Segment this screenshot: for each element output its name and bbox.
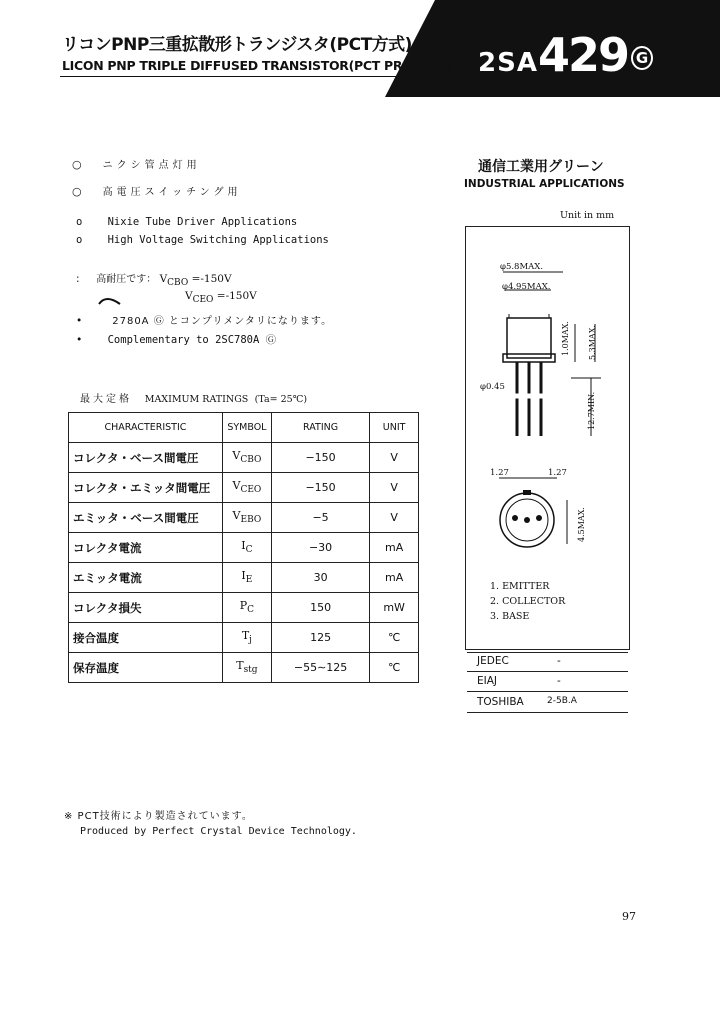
footnote-en: Produced by Perfect Crystal Device Technology.: [80, 826, 357, 837]
symbol-subscript: C: [247, 605, 255, 616]
max-ratings-table: [68, 412, 419, 683]
vceo-sub: CEO: [192, 295, 214, 306]
std-label-toshiba: TOSHIBA: [477, 696, 524, 708]
row-unit: V: [370, 443, 419, 473]
table-header-row: [69, 413, 419, 443]
row-unit: ℃: [370, 653, 419, 683]
row-rating: 150: [271, 593, 369, 623]
header-unit: UNIT: [370, 413, 419, 443]
dim-tab-offset: 4.5MAX.: [577, 507, 586, 542]
ratings-title: [80, 390, 307, 405]
right-title-en: INDUSTRIAL APPLICATIONS: [464, 178, 625, 190]
table-row: [69, 653, 419, 683]
symbol-main: V: [232, 509, 241, 523]
row-rating: −150: [271, 473, 369, 503]
row-characteristic: エミッタ・ベース間電圧: [69, 503, 223, 533]
tilde-mark-icon: [98, 294, 122, 306]
vceo-label: [185, 290, 214, 306]
title-english: LICON PNP TRIPLE DIFFUSED TRANSISTOR(PCT PROCESS): [62, 58, 452, 73]
dim-pitch-right: 1.27: [548, 468, 567, 478]
std-row-toshiba: [467, 694, 628, 713]
dim-can-diameter: φ5.8MAX.: [500, 262, 544, 272]
feature-complement-en-text: Complementary to 2SC780A Ⓖ: [107, 334, 277, 346]
symbol-main: P: [239, 599, 248, 613]
pin-3: 3. BASE: [490, 611, 530, 622]
pin-1: 1. EMITTER: [490, 581, 550, 592]
row-symbol: [222, 473, 271, 503]
symbol-subscript: stg: [243, 665, 258, 676]
symbol-subscript: EBO: [240, 515, 262, 526]
row-unit: V: [370, 473, 419, 503]
table-row: [69, 473, 419, 503]
app-jp-2-text: 高電圧スイッチング用: [102, 187, 242, 198]
table-row: [69, 593, 419, 623]
app-jp-1-text: ニクシ管点灯用: [102, 160, 201, 171]
row-characteristic: コレクタ・エミッタ間電圧: [69, 473, 223, 503]
dim-body-diameter: φ4.95MAX.: [502, 282, 551, 292]
feature-high-voltage-jp: 高耐圧です：: [96, 274, 157, 285]
row-unit: mW: [370, 593, 419, 623]
row-symbol: [222, 653, 271, 683]
std-row-jedec: [467, 652, 628, 672]
app-en-1: o Nixie Tube Driver Applications: [76, 216, 298, 228]
dim-body-height: 5.3MAX.: [588, 325, 597, 360]
unit-note: Unit in mm: [560, 210, 615, 221]
title-japanese: リコンPNP三重拡散形トランジスタ(PCT方式): [62, 35, 412, 55]
row-symbol: [222, 443, 271, 473]
vcbo-sub: CBO: [167, 278, 189, 289]
table-row: [69, 563, 419, 593]
row-rating: −30: [271, 533, 369, 563]
std-label-jedec: JEDEC: [477, 655, 509, 667]
dim-flange-height: 1.0MAX.: [561, 321, 570, 356]
symbol-subscript: CBO: [240, 455, 262, 466]
ratings-title-cond: (Ta= 25℃): [254, 394, 308, 405]
symbol-subscript: C: [245, 545, 253, 556]
symbol-subscript: j: [249, 635, 252, 646]
symbol-subscript: CEO: [240, 485, 262, 496]
row-rating: −150: [271, 443, 369, 473]
footnote-jp: ※ PCT技術により製造されています。: [64, 811, 253, 822]
app-en-2: o High Voltage Switching Applications: [76, 234, 329, 246]
std-row-eiaj: [467, 673, 628, 692]
row-characteristic: エミッタ電流: [69, 563, 223, 593]
app-en-1-text: Nixie Tube Driver Applications: [107, 216, 298, 228]
table-row: [69, 503, 419, 533]
row-unit: V: [370, 503, 419, 533]
dim-lead-diameter: φ0.45: [480, 382, 505, 392]
row-symbol: [222, 623, 271, 653]
vcbo-label: [159, 273, 189, 289]
symbol-main: V: [232, 449, 241, 463]
row-rating: −55∼125: [271, 653, 369, 683]
row-unit: ℃: [370, 623, 419, 653]
row-characteristic: コレクタ・ベース間電圧: [69, 443, 223, 473]
row-symbol: [222, 563, 271, 593]
symbol-main: T: [241, 629, 250, 643]
part-prefix: 2SA: [478, 48, 538, 78]
std-value-toshiba: 2-5B.A: [547, 696, 577, 706]
app-jp-1: ○ ニクシ管点灯用: [72, 158, 201, 171]
symbol-main: V: [232, 479, 241, 493]
row-unit: mA: [370, 533, 419, 563]
dim-pitch-left: 1.27: [490, 468, 509, 478]
symbol-subscript: E: [245, 575, 253, 586]
row-symbol: [222, 533, 271, 563]
row-characteristic: コレクタ電流: [69, 533, 223, 563]
feature-complement-jp-text: 2780A Ⓖ とコンプリメンタリになります。: [112, 316, 333, 327]
feature-high-voltage: : 高耐圧です： $V_{CBO} =-150V$: [76, 273, 232, 289]
ratings-title-en: MAXIMUM RATINGS: [144, 394, 249, 405]
vceo-value: =-150V: [216, 290, 257, 302]
part-suffix-badge: G: [631, 46, 653, 70]
feature-complement-en: • Complementary to 2SC780A Ⓖ: [76, 334, 277, 346]
vcbo-sym: V: [159, 273, 168, 285]
ratings-title-jp: 最大定格: [80, 394, 132, 405]
row-unit: mA: [370, 563, 419, 593]
row-rating: −5: [271, 503, 369, 533]
app-jp-2: ○ 高電圧スイッチング用: [72, 185, 242, 198]
row-rating: 30: [271, 563, 369, 593]
feature-complement-jp: • 2780A Ⓖ とコンプリメンタリになります。: [76, 315, 333, 327]
std-label-eiaj: EIAJ: [477, 675, 498, 687]
header-characteristic: CHARACTERISTIC: [69, 413, 223, 443]
table-row: [69, 623, 419, 653]
pin-2: 2. COLLECTOR: [490, 596, 566, 607]
symbol-main: T: [236, 659, 244, 673]
std-value-jedec: -: [557, 655, 561, 667]
part-number: [478, 28, 653, 82]
row-symbol: [222, 593, 271, 623]
title-divider: [60, 76, 398, 77]
app-en-2-text: High Voltage Switching Applications: [107, 234, 329, 246]
row-symbol: [222, 503, 271, 533]
row-rating: 125: [271, 623, 369, 653]
row-characteristic: コレクタ損失: [69, 593, 223, 623]
right-title-jp: 通信工業用グリーン: [478, 159, 604, 175]
vcbo-value: =-150V: [191, 273, 232, 285]
row-characteristic: 保存温度: [69, 653, 223, 683]
std-value-eiaj: -: [557, 675, 561, 687]
table-row: [69, 533, 419, 563]
page-number: 97: [622, 910, 636, 923]
dim-lead-length: 12.7MIN.: [587, 391, 596, 430]
row-characteristic: 接合温度: [69, 623, 223, 653]
table-body: [69, 443, 419, 683]
vceo-sym: V: [185, 290, 193, 302]
feature-vceo: [185, 290, 257, 305]
symbol-main: I: [241, 539, 246, 553]
symbol-main: I: [241, 569, 246, 583]
header-symbol: SYMBOL: [222, 413, 271, 443]
header-rating: RATING: [271, 413, 369, 443]
table-row: [69, 443, 419, 473]
part-digits: 429: [537, 28, 628, 82]
